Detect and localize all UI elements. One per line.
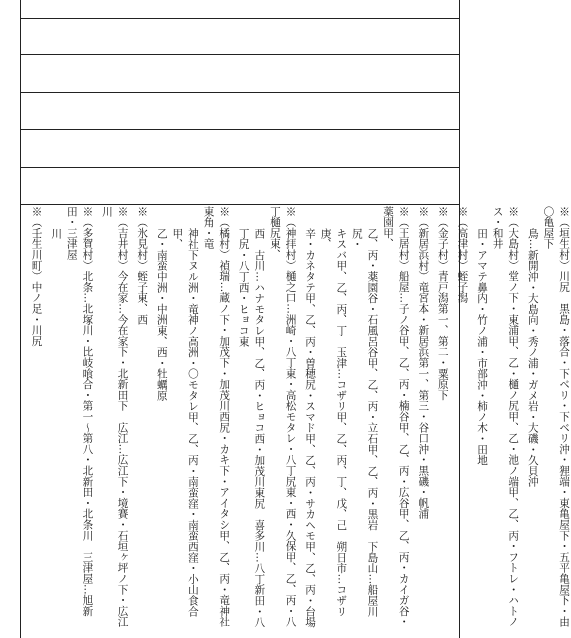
place-names: 丁尻・八丁西・ヒョコ東 [237, 227, 250, 347]
village-entry [473, 206, 520, 630]
village-entry [134, 206, 150, 325]
place-names: 神社下ヌル洲・竜神ノ高洲・〇モタレ甲、乙、丙・南蛮窪・南蛮西窪・小山食合甲、 [171, 227, 199, 617]
village-entry [98, 206, 129, 630]
place-names: 竜宮本・新居浜第一、第三・谷口沖・黒磯・帆浦 [417, 281, 430, 520]
village-name: ※（氷見村） [136, 206, 149, 271]
place-names: 乙・南蛮中洲・中洲東、西・牡蠣原 [155, 227, 168, 401]
village-name: ※（新居浜村） [417, 206, 430, 282]
village-first-line [63, 206, 94, 630]
rule-line [20, 18, 460, 19]
village-continuation-line [473, 206, 489, 630]
place-names: 堂ノ下・東浦甲、乙・樋ノ尻甲、乙・池ノ端甲、乙、丙・フトレ・ハトノス・和井 [491, 206, 520, 628]
place-names: 青戸潟第一、第二・粟原下 [436, 270, 449, 401]
vertical-text-body [24, 206, 570, 630]
place-names: 川尻 黒島・落合・下ベリ・下ベリ沖・狸端・東亀屋下・五平亀屋下・由〇亀屋下 [542, 206, 570, 628]
village-name: ※（王居村） [397, 206, 410, 271]
place-names: 樋之口…洲崎・八丁東・高松モタレ・八丁尻東・西・久保甲、乙、丙・八丁樋尻東、 [268, 206, 297, 628]
village-entry [302, 206, 411, 630]
place-names: 禎瑞…蔵ノ下・加茂下・加茂川西尻・カキ下・アイタシ甲、乙、丙・竜神社東角・竜 [202, 206, 231, 628]
village-name: ※（吉井村） [116, 206, 129, 271]
place-names: 乙、丙・薬園谷・石風呂谷甲、乙、丙・立石甲、乙、丙・黒岩 下島山…船屋川尻・ [350, 227, 379, 617]
place-names: キスバ甲、乙、丙、丁 玉津…コザリ甲、乙、丙、丁、戊、己 朔日市…コザリ庚、 [319, 227, 348, 617]
village-first-line [489, 206, 520, 630]
rule-line [20, 92, 460, 93]
place-names: 中ノ足・川尻 [30, 281, 43, 347]
village-entry [235, 206, 297, 630]
village-continuation-line [153, 206, 169, 630]
village-continuation-line [169, 206, 200, 630]
village-first-line [540, 206, 571, 630]
village-name: ※（壬生川町） [30, 206, 43, 282]
place-names: 西 古川…ハナモタレ甲、乙、丙・ヒョコ西・加茂川東尻 喜多川…八丁新田・八 [253, 227, 266, 628]
village-name: ※（垣生村） [558, 206, 570, 271]
place-names: 田・アマテ鼻内・竹ノ浦・市部沖・柿ノ木・田地 [476, 227, 489, 466]
place-names: 鳥…新開沖・大島向・秀ノ浦・ガメ岩・大磯・久貝沖 [526, 227, 539, 487]
village-continuation-line [317, 206, 348, 630]
village-continuation-line [251, 206, 267, 630]
entry-list [24, 206, 571, 630]
village-first-line [266, 206, 297, 630]
place-names: 蛭子潟 [456, 270, 469, 304]
village-first-line [28, 206, 44, 346]
village-name: ※（高津村） [456, 206, 469, 271]
village-continuation-line [48, 206, 64, 630]
village-name: ※（多賀村） [81, 206, 94, 271]
village-entry [48, 206, 95, 630]
village-entry [434, 206, 450, 400]
place-names: 川 [50, 227, 63, 239]
village-first-line [434, 206, 450, 400]
village-entry [454, 206, 470, 303]
village-entry [153, 206, 231, 630]
village-name: ※（大島村） [507, 206, 520, 271]
place-names: 今在家…今在家下・北新田下 広江…広江下・境賽・石垣ヶ坪ノ下・広江川 [100, 206, 129, 628]
village-continuation-line [348, 206, 379, 630]
village-entry [28, 206, 44, 346]
rule-line [20, 54, 460, 55]
village-first-line [415, 206, 431, 519]
village-first-line [379, 206, 410, 630]
village-first-line [134, 206, 150, 325]
village-entry [524, 206, 571, 630]
village-first-line [454, 206, 470, 303]
place-names: 北条…北塚川・比岐喰合・第一～第八・北新田・北条川 三津屋…旭新田・三津屋 [65, 206, 94, 617]
village-first-line [200, 206, 231, 630]
place-names: 蛭子東、西 [136, 270, 149, 325]
rule-line [20, 204, 460, 205]
rule-line [20, 129, 460, 130]
village-first-line [98, 206, 129, 630]
village-name: ※（橘村） [218, 206, 231, 260]
place-names: 辛・カネタテ甲、乙、丙・曽穂尻・スマド甲、乙、丙・サカヘモ甲、乙、丙・台場 [304, 227, 317, 628]
village-name: ※（金子村） [436, 206, 449, 271]
village-entry [415, 206, 431, 519]
village-continuation-line [302, 206, 318, 630]
village-continuation-line [235, 206, 251, 630]
rule-line [20, 167, 460, 168]
place-names: 船屋…子ノ谷甲、乙、丙・楠谷甲、乙、丙・広谷甲、乙、丙・カイガ谷・薬園甲、 [382, 206, 410, 628]
village-name: ※（神拝村） [284, 206, 297, 271]
village-continuation-line [524, 206, 540, 630]
